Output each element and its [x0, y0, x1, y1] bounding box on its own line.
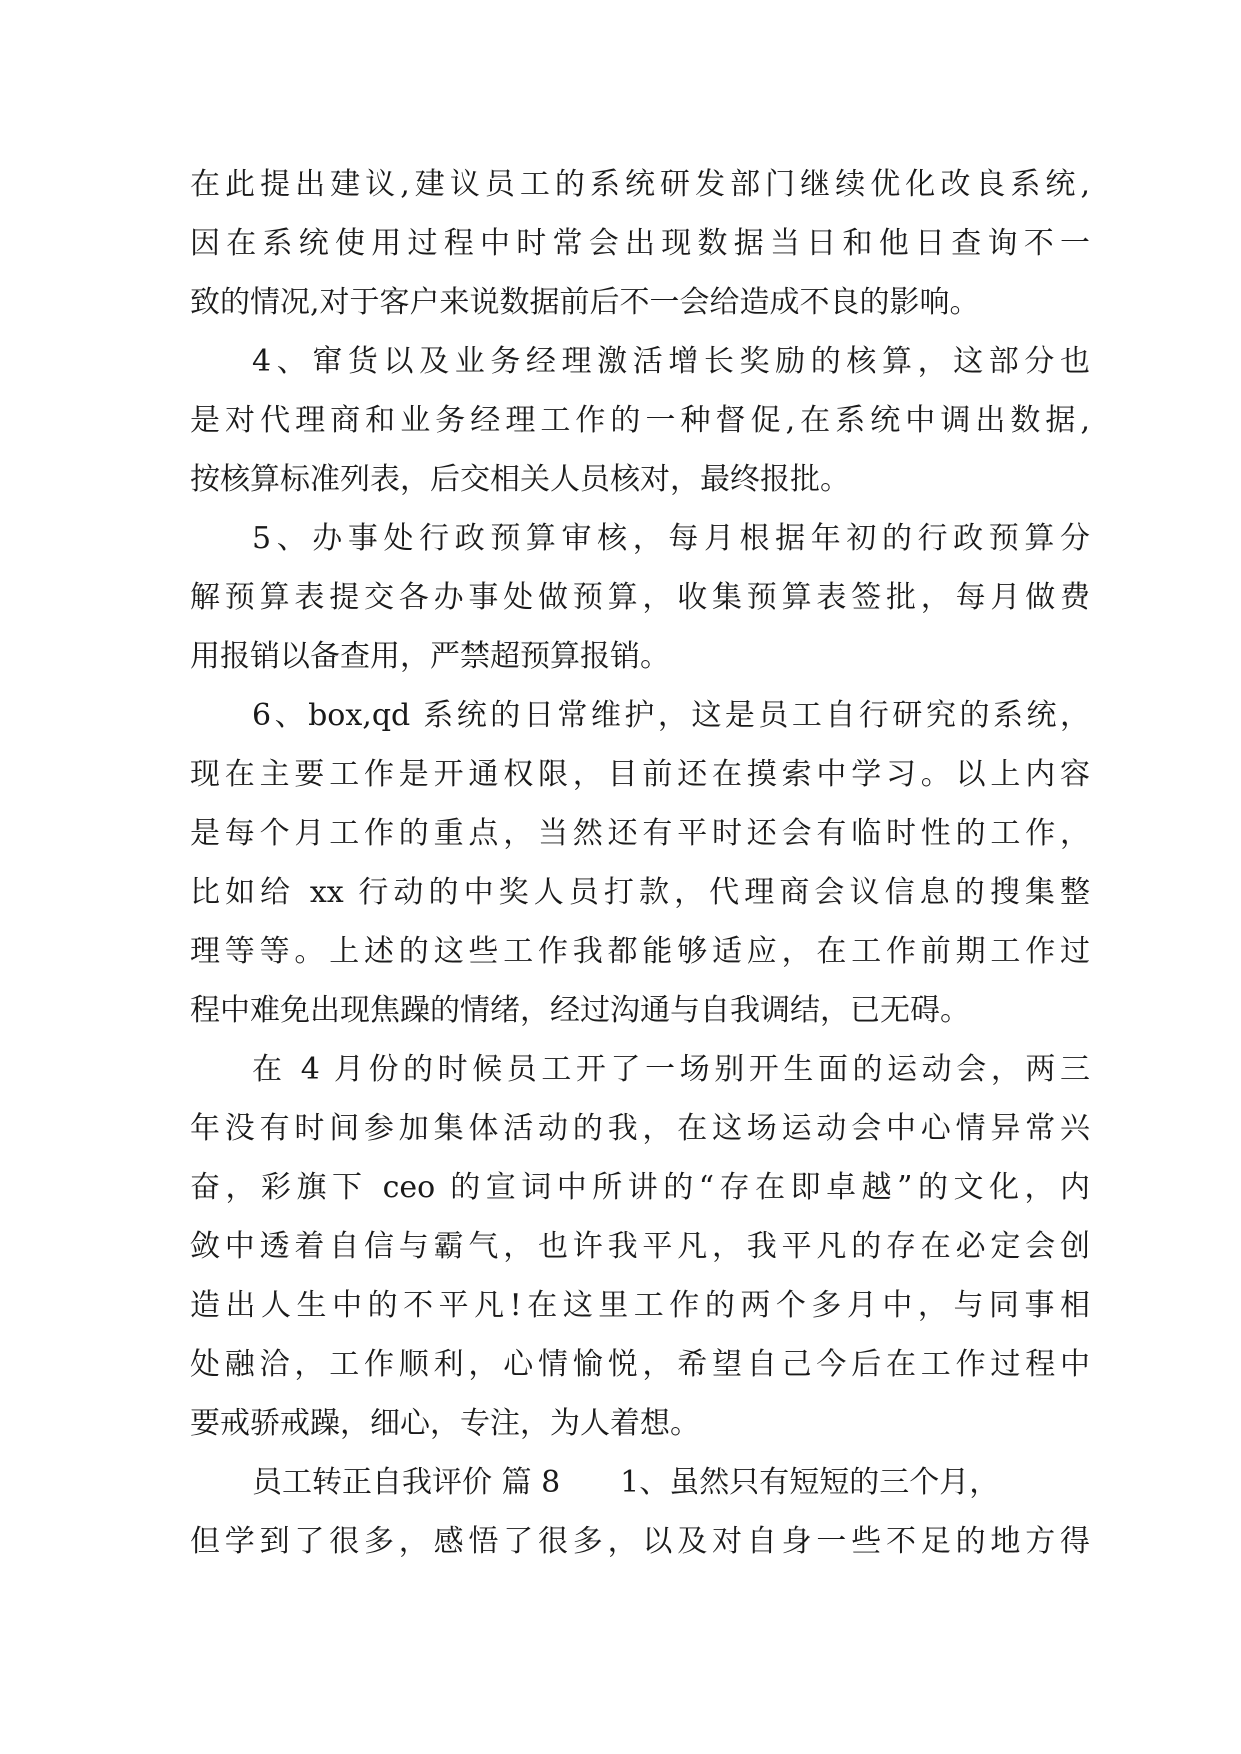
paragraph-line: 4、窜货以及业务经理激活增长奖励的核算，这部分也 [252, 344, 1090, 379]
paragraph-line: 年没有时间参加集体活动的我，在这场运动会中心情异常兴 [190, 1111, 1090, 1146]
paragraph-line: 6、box,qd 系统的日常维护，这是员工自行研究的系统， [252, 698, 1090, 733]
paragraph-line: 但学到了很多，感悟了很多，以及对自身一些不足的地方得 [190, 1524, 1090, 1559]
paragraph-line: 理等等。上述的这些工作我都能够适应，在工作前期工作过 [190, 934, 1090, 969]
paragraph-line: 造出人生中的不平凡!在这里工作的两个多月中，与同事相 [190, 1288, 1090, 1323]
paragraph-line: 按核算标准列表，后交相关人员核对，最终报批。 [190, 462, 850, 497]
paragraph-line: 5、办事处行政预算审核，每月根据年初的行政预算分 [252, 521, 1090, 556]
paragraph-line: 处融洽，工作顺利，心情愉悦，希望自己今后在工作过程中 [190, 1347, 1090, 1382]
paragraph-line: 要戒骄戒躁，细心，专注，为人着想。 [190, 1406, 700, 1441]
body-text [190, 155, 1090, 1571]
paragraph-line: 是对代理商和业务经理工作的一种督促,在系统中调出数据, [190, 403, 1090, 438]
paragraph-line: 是每个月工作的重点，当然还有平时还会有临时性的工作， [190, 816, 1090, 851]
section-heading-line [190, 1453, 1090, 1512]
paragraph-line: 致的情况,对于客户来说数据前后不一会给造成不良的影响。 [190, 285, 980, 320]
paragraph-line: 在 4 月份的时候员工开了一场别开生面的运动会，两三 [252, 1052, 1090, 1087]
paragraph-line: 奋，彩旗下 ceo 的宣词中所讲的“存在即卓越”的文化，内 [190, 1170, 1090, 1205]
section-heading: 员工转正自我评价 篇 8 [252, 1465, 561, 1500]
paragraph-line: 程中难免出现焦躁的情绪，经过沟通与自我调结，已无碍。 [190, 993, 970, 1028]
paragraph-line: 用报销以备查用，严禁超预算报销。 [190, 639, 670, 674]
section-first-sentence: 1、虽然只有短短的三个月， [620, 1465, 1000, 1500]
paragraph-line: 现在主要工作是开通权限，目前还在摸索中学习。以上内容 [190, 757, 1090, 792]
paragraph-line: 在此提出建议,建议员工的系统研发部门继续优化改良系统, [190, 167, 1090, 202]
paragraph-line: 敛中透着自信与霸气，也许我平凡，我平凡的存在必定会创 [190, 1229, 1090, 1264]
paragraph-line: 比如给 xx 行动的中奖人员打款，代理商会议信息的搜集整 [190, 875, 1090, 910]
paragraph-line: 解预算表提交各办事处做预算，收集预算表签批，每月做费 [190, 580, 1090, 615]
paragraph-line: 因在系统使用过程中时常会出现数据当日和他日查询不一 [190, 226, 1090, 261]
